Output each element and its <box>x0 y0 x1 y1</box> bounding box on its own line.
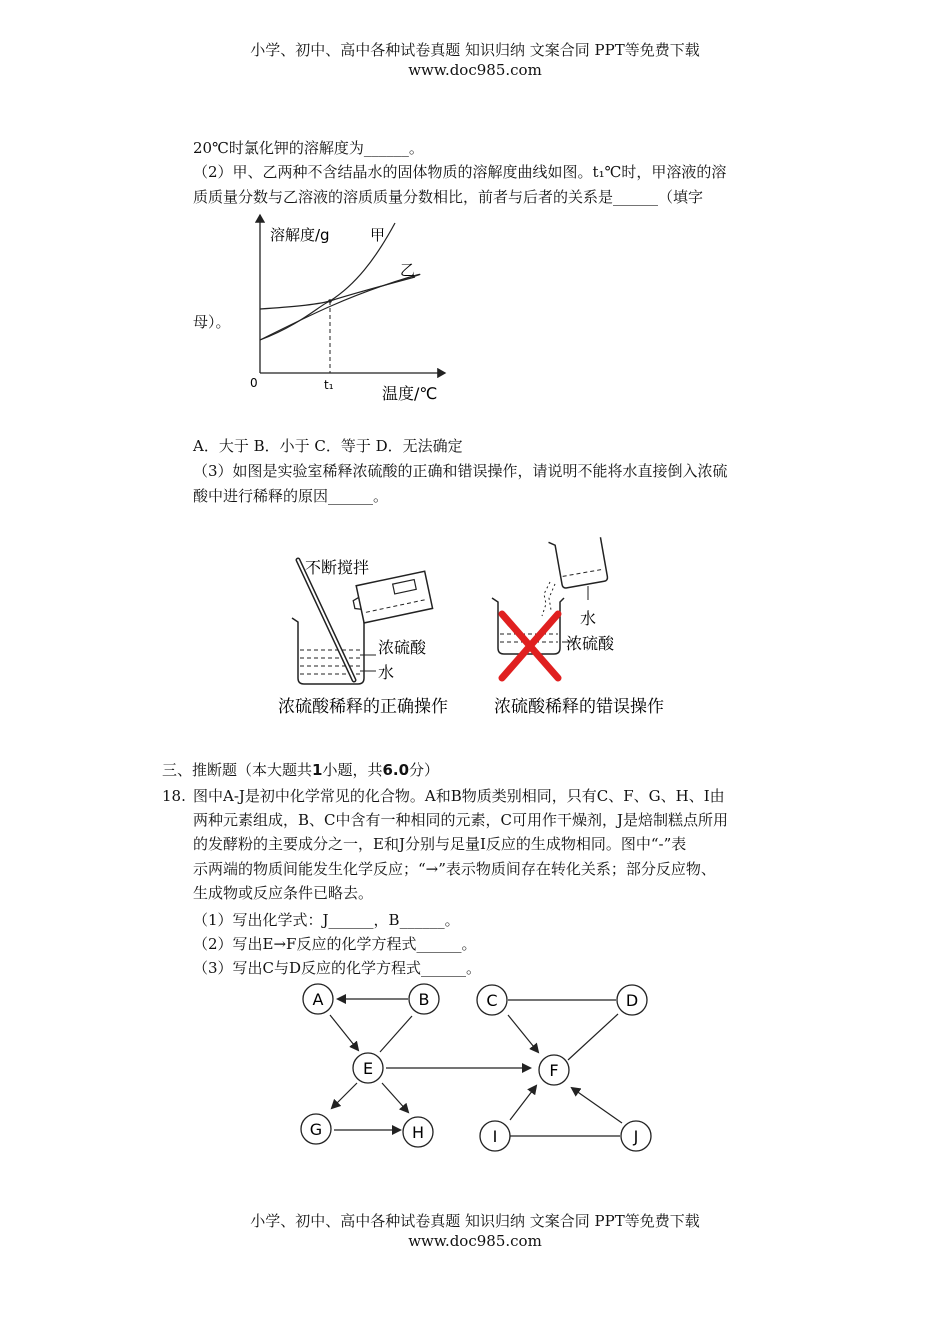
curve-yi <box>260 277 415 309</box>
label-water-right: 水 <box>580 609 597 628</box>
dilution-figure <box>270 530 690 725</box>
label-stir: 不断搅拌 <box>305 558 370 577</box>
svg-text:A: A <box>312 990 324 1009</box>
wrong-operation <box>492 533 664 717</box>
svg-text:G: G <box>309 1120 323 1139</box>
edge-c-to-f <box>508 1015 538 1052</box>
chart-origin: 0 <box>250 376 258 390</box>
q18-line2: 两种元素组成，B、C中含有一种相同的元素，C可用作干燥剂，J是焙制糕点所用 <box>193 811 728 829</box>
svg-text:E: E <box>362 1059 374 1078</box>
svg-text:C: C <box>486 991 498 1010</box>
section3-score: 6.0 <box>382 761 410 779</box>
chart-ylabel: 溶解度/g <box>270 226 330 244</box>
svg-text:I: I <box>492 1127 498 1146</box>
acid-bottle <box>350 571 432 624</box>
footer-title: 小学、初中、高中各种试卷真题 知识归纳 文案合同 PPT等免费下载 <box>250 1212 700 1230</box>
label-water-left: 水 <box>378 663 395 682</box>
section3-heading-mid: 小题，共 <box>322 761 383 779</box>
node-h <box>403 1117 433 1147</box>
svg-text:F: F <box>549 1061 559 1080</box>
q18-sub3: （3）写出C与D反应的化学方程式______。 <box>193 959 482 977</box>
q17-options: A．大于 B．小于 C．等于 D．无法确定 <box>193 437 463 455</box>
edge-e-to-h <box>382 1083 408 1112</box>
q18-number: 18. <box>162 787 186 805</box>
node-d <box>617 985 647 1015</box>
intersection-point <box>328 299 332 303</box>
label-jia: 甲 <box>370 226 386 244</box>
q18-line5: 生成物或反应条件已略去。 <box>193 884 374 902</box>
node-g <box>301 1114 331 1144</box>
label-acid-left: 浓硫酸 <box>378 638 427 657</box>
svg-text:H: H <box>411 1123 425 1142</box>
svg-text:J: J <box>633 1127 639 1146</box>
section3-heading-post: 分） <box>409 761 440 779</box>
footer-url: www.doc985.com <box>408 1232 542 1250</box>
q17-part2-line1: （2）甲、乙两种不含结晶水的固体物质的溶解度曲线如图。t₁℃时，甲溶液的溶 <box>193 163 727 181</box>
q18-line1: 图中A-J是初中化学常见的化合物。A和B物质类别相同，只有C、F、G、H、I由 <box>193 787 725 805</box>
section3-count: 1 <box>312 761 323 779</box>
node-e <box>353 1053 383 1083</box>
correct-operation <box>278 558 448 717</box>
svg-text:B: B <box>418 990 430 1009</box>
node-c <box>477 985 507 1015</box>
edge-a-to-e <box>330 1015 358 1050</box>
q18-line4: 示两端的物质间能发生化学反应；“→”表示物质间存在转化关系；部分反应物、 <box>193 860 716 878</box>
q18-sub1: （1）写出化学式：J______，B______。 <box>193 911 460 929</box>
header-url: www.doc985.com <box>408 61 542 79</box>
node-f <box>539 1055 569 1085</box>
edge-e-to-g <box>332 1083 357 1108</box>
q18-sub2: （2）写出E→F反应的化学方程式______。 <box>193 935 477 953</box>
edge-i-to-f <box>510 1086 536 1120</box>
chart-xlabel: 温度/℃ <box>382 384 438 403</box>
chart-tick-t1: t₁ <box>324 378 334 392</box>
edge-b-e <box>380 1016 412 1052</box>
q17-part3-line1: （3）如图是实验室稀释浓硫酸的正确和错误操作，请说明不能将水直接倒入浓硫 <box>193 462 728 480</box>
caption-correct: 浓硫酸稀释的正确操作 <box>278 697 448 717</box>
section3-heading <box>162 758 439 782</box>
node-a <box>303 984 333 1014</box>
node-b <box>409 984 439 1014</box>
header-title: 小学、初中、高中各种试卷真题 知识归纳 文案合同 PPT等免费下载 <box>250 41 700 59</box>
q17-part2-line3: 母）。 <box>193 313 231 331</box>
q17-part3-line2: 酸中进行稀释的原因______。 <box>193 487 389 505</box>
label-yi: 乙 <box>400 261 416 279</box>
q17-kcl-line: 20℃时氯化钾的溶解度为______。 <box>193 139 424 157</box>
section3-heading-pre: 三、推断题（本大题共 <box>162 761 313 779</box>
q17-part2-line2: 质质量分数与乙溶液的溶质质量分数相比，前者与后者的关系是______（填字 <box>193 188 704 206</box>
svg-text:D: D <box>625 991 639 1010</box>
inference-diagram <box>290 980 670 1160</box>
node-j <box>621 1121 651 1151</box>
node-i <box>480 1121 510 1151</box>
edge-d-f <box>568 1014 618 1060</box>
solubility-chart <box>240 205 460 410</box>
q18-line3: 的发酵粉的主要成分之一，E和J分别与足量I反应的生成物相同。图中“-”表 <box>193 835 687 853</box>
caption-wrong: 浓硫酸稀释的错误操作 <box>494 697 664 717</box>
label-acid-right: 浓硫酸 <box>566 634 615 653</box>
water-beaker <box>549 533 609 589</box>
edge-j-to-f <box>572 1088 622 1123</box>
